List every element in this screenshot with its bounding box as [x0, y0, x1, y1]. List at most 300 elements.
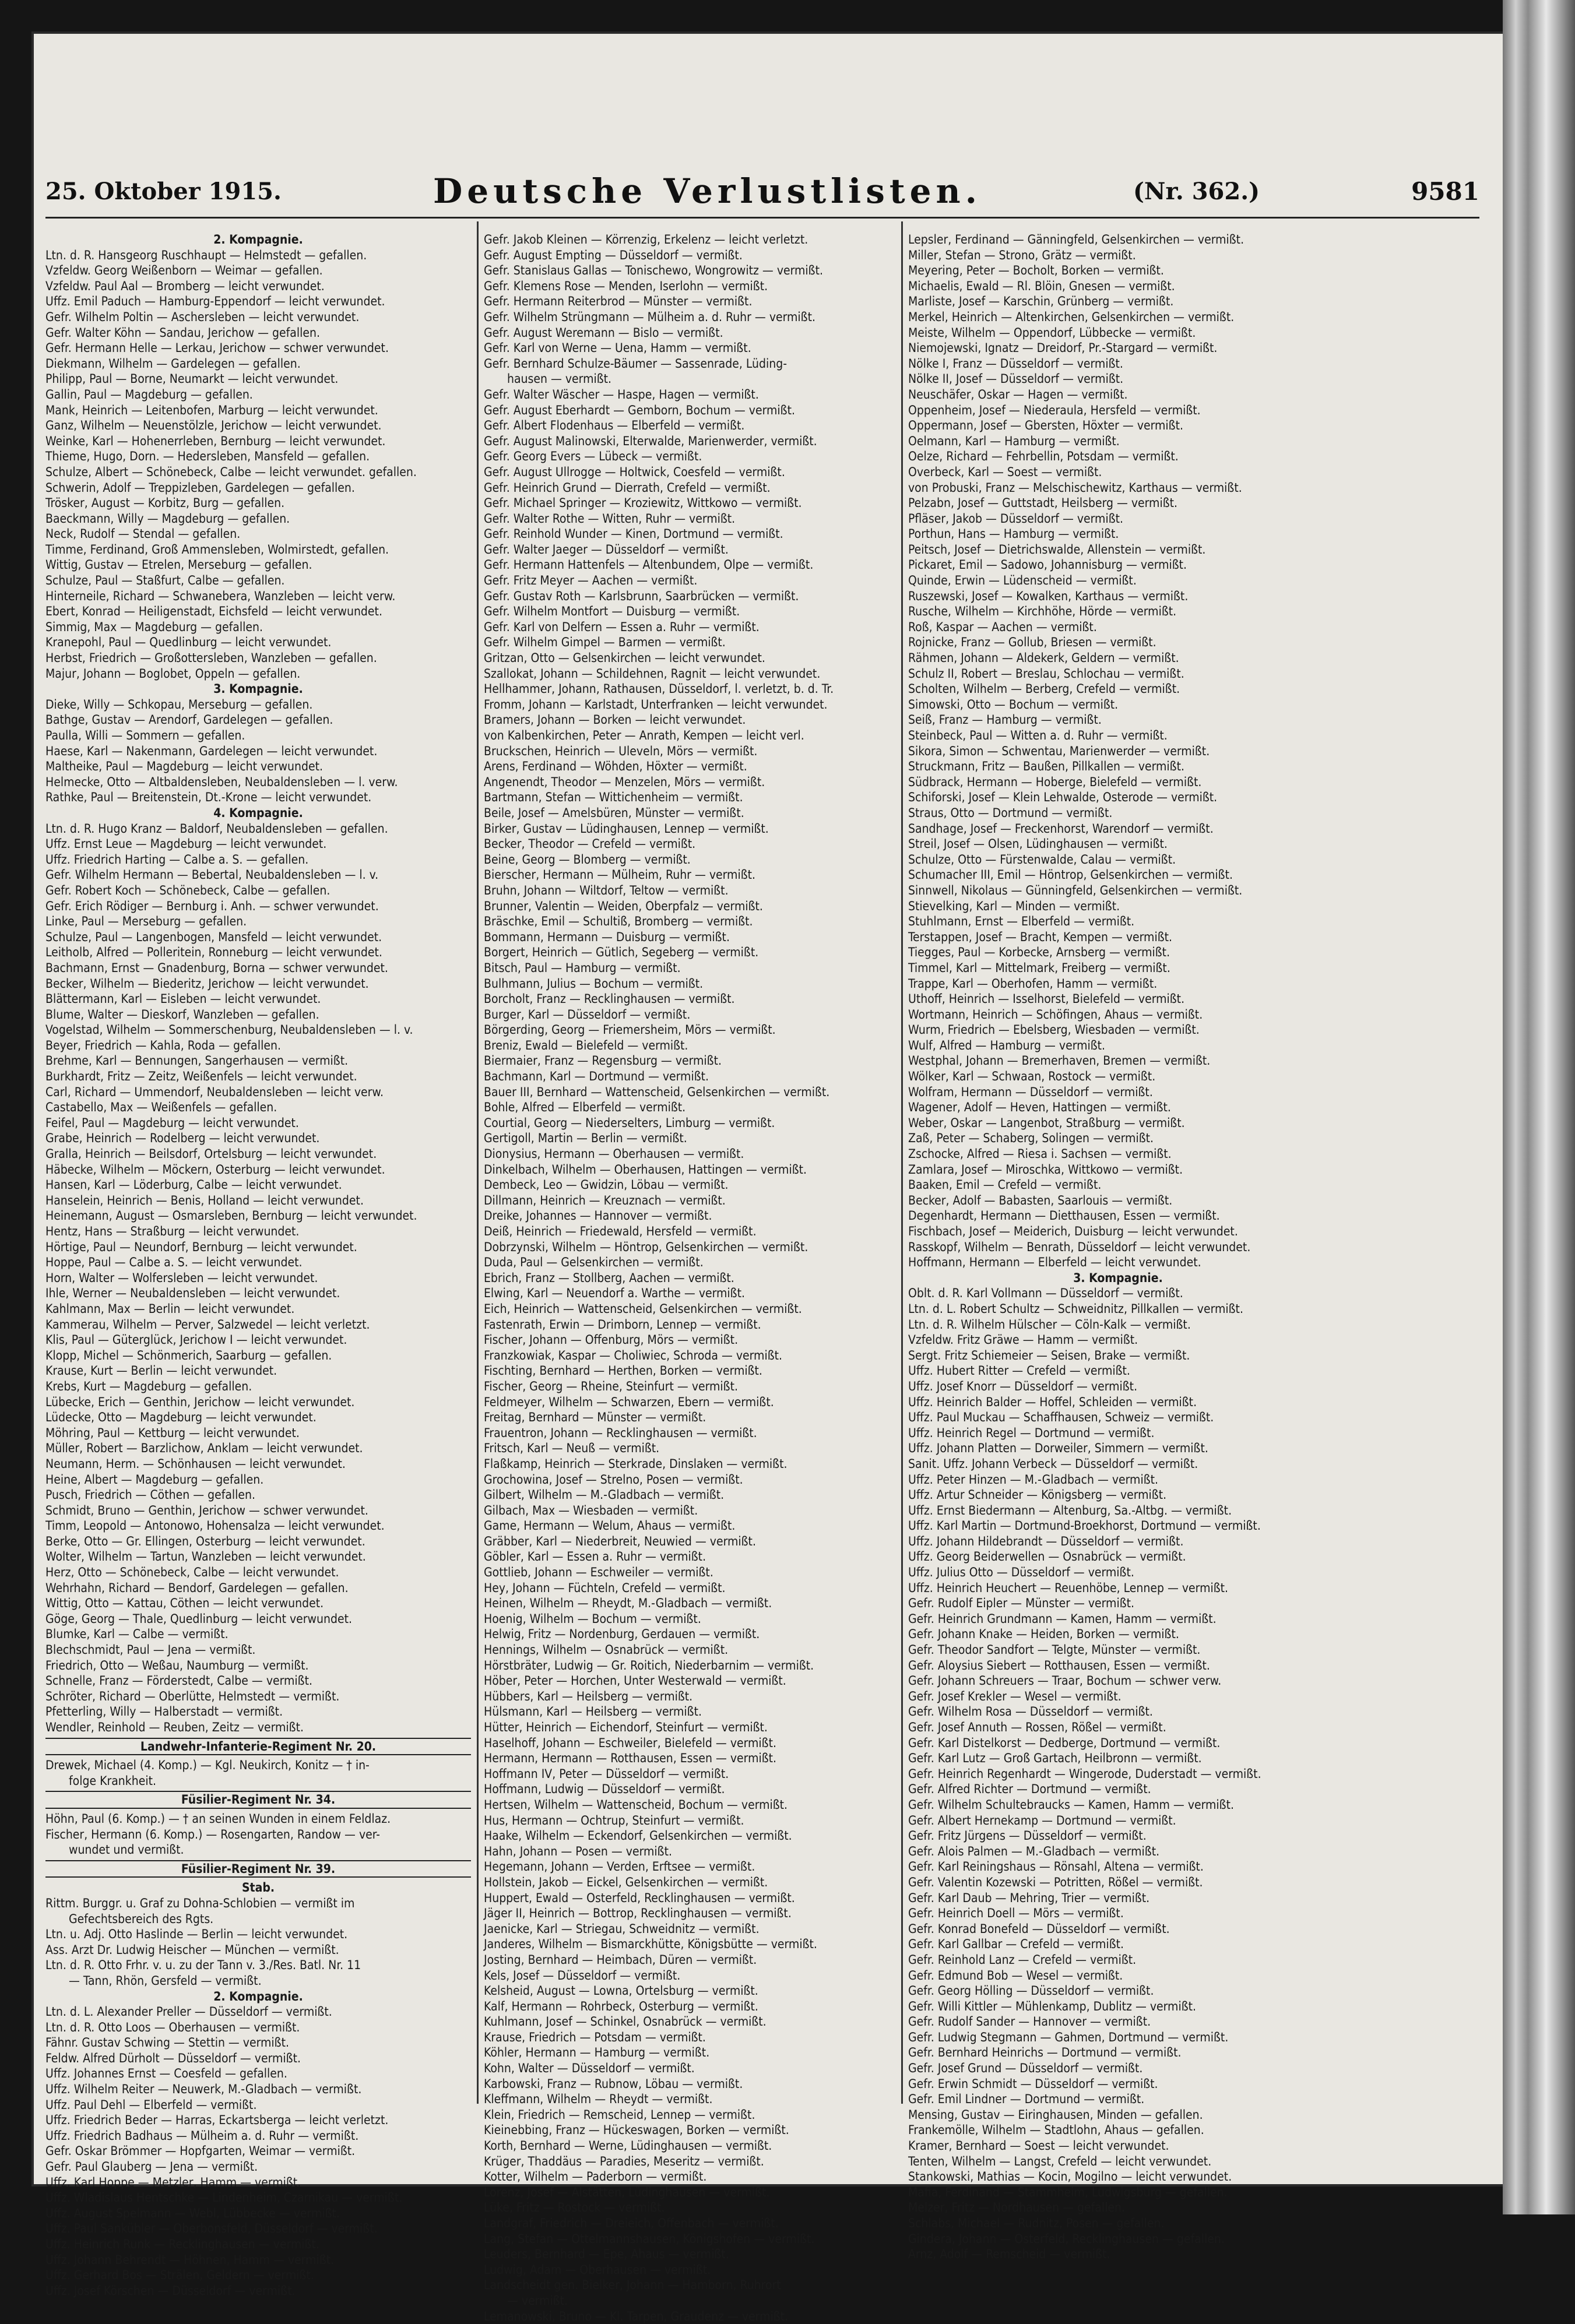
casualty-entry: Uffz. Paul Muckau — Schaffhausen, Schweiz — vermißt. — [908, 1410, 1214, 1425]
casualty-entry: Uffz. Wilhelm Reiter — Neuwerk, M.-Gladbach — vermißt. — [45, 2082, 362, 2097]
casualty-entry: Dionysius, Hermann — Oberhausen — vermißt. — [484, 1147, 744, 1161]
casualty-entry: Hütter, Heinrich — Eichendorf, Steinfurt — vermißt. — [484, 1720, 768, 1734]
casualty-entry: Gefr. Georg Hölling — Düsseldorf — vermißt. — [908, 1984, 1154, 1998]
casualty-entry: Schlabs, Michael — Rudnitz, Posen — gefallen. — [908, 2216, 1165, 2230]
casualty-entry: Heinen, Wilhelm — Rheydt, M.-Gladbach — vermißt. — [484, 1596, 772, 1611]
header-title: Deutsche Verlustlisten. — [433, 171, 982, 211]
casualty-entry: Gefr. Erwin Schmidt — Düsseldorf — vermißt. — [908, 2076, 1158, 2091]
casualty-entry: Feldw. Alfred Dürholt — Düsseldorf — vermißt. — [45, 2051, 301, 2065]
casualty-entry: Timmel, Karl — Mittelmark, Freiberg — vermißt. — [908, 960, 1170, 975]
casualty-entry: Gefr. Johann Knake — Heiden, Borken — vermißt. — [908, 1627, 1179, 1642]
casualty-entry: Müller, Robert — Barzlichow, Anklam — leicht verwundet. — [45, 1441, 363, 1456]
casualty-entry: Breniz, Ewald — Bielefeld — vermißt. — [484, 1038, 688, 1052]
casualty-entry: Weber, Oskar — Langenbot, Straßburg — vermißt. — [908, 1115, 1185, 1130]
casualty-entry: Vogelstad, Wilhelm — Sommerschenburg, Neubaldensleben — l. v. — [45, 1023, 413, 1037]
casualty-entry: Wurm, Friedrich — Ebelsberg, Wiesbaden — vermißt. — [908, 1023, 1200, 1037]
casualty-entry: Uffz. Emil Paduch — Hamburg-Eppendorf — leicht verwundet. — [45, 294, 385, 309]
casualty-entry: Fastenrath, Erwin — Drimborn, Lennep — vermißt. — [484, 1317, 761, 1332]
casualty-entry: Uffz. Ernst Biedermann — Altenburg, Sa.-Altbg. — vermißt. — [908, 1503, 1232, 1517]
casualty-entry: Heine, Albert — Magdeburg — gefallen. — [45, 1472, 264, 1487]
casualty-entry: Hellhammer, Johann, Rathausen, Düsseldorf, l. verletzt, b. d. Tr. — [484, 682, 834, 696]
casualty-entry: Majur, Johann — Boglobet, Oppeln — gefallen. — [45, 666, 301, 681]
casualty-entry: Borcholt, Franz — Recklinghausen — vermißt. — [484, 992, 735, 1006]
casualty-entry: Duda, Paul — Gelsenkirchen — vermißt. — [484, 1255, 704, 1270]
casualty-entry: — Tann, Rhön, Gersfeld — vermißt. — [69, 1973, 262, 1988]
casualty-entry: Gefr. Wilhelm Gimpel — Barmen — vermißt. — [484, 635, 726, 650]
casualty-entry: Gefr. Michael Springer — Kroziewitz, Wittkowo — vermißt. — [484, 496, 802, 510]
casualty-entry: Berke, Otto — Gr. Ellingen, Osterburg — leicht verwundet. — [45, 1534, 365, 1548]
section-heading: 2. Kompagnie. — [213, 1989, 303, 2003]
casualty-entry: Pfetterling, Willy — Halberstadt — vermißt. — [45, 1705, 283, 1719]
casualty-entry: Oelmann, Karl — Hamburg — vermißt. — [908, 434, 1120, 448]
casualty-entry: Gertigoll, Martin — Berlin — vermißt. — [484, 1131, 687, 1146]
casualty-entry: Kalf, Hermann — Rohrbeck, Osterburg — vermißt. — [484, 1999, 758, 2013]
casualty-entry: Krüger, Thaddäus — Paradies, Meseritz — vermißt. — [484, 2154, 764, 2168]
casualty-entry: Beile, Josef — Amelsbüren, Münster — vermißt. — [484, 805, 744, 820]
casualty-entry: Gefr. Karl von Werne — Uena, Hamm — vermißt. — [484, 341, 751, 355]
casualty-entry: Gefr. Emil Lindner — Dortmund — vermißt. — [908, 2092, 1145, 2107]
casualty-entry: Uffz. Josef Knorr — Düsseldorf — vermißt. — [908, 1379, 1138, 1393]
casualty-entry: Kuhlmann, Josef — Schinkel, Osnabrück — vermißt. — [484, 2015, 767, 2029]
casualty-entry: Ltn. d. R. Hugo Kranz — Baldorf, Neubaldensleben — gefallen. — [45, 821, 388, 836]
casualty-entry: Lorenz, Josef — Alstätten, Lüdinghausen — vermißt. — [484, 2185, 770, 2199]
casualty-entry: Burkhardt, Fritz — Zeitz, Weißenfels — leicht verwundet. — [45, 1069, 357, 1084]
casualty-entry: Ebrich, Franz — Stollberg, Aachen — vermißt. — [484, 1270, 734, 1285]
casualty-entry: Schnelle, Franz — Förderstedt, Calbe — vermißt. — [45, 1674, 312, 1688]
casualty-entry: Scholten, Wilhelm — Berberg, Crefeld — vermißt. — [908, 682, 1180, 696]
casualty-entry: Porthun, Hans — Hamburg — vermißt. — [908, 527, 1119, 541]
casualty-entry: Deiß, Heinrich — Friedewald, Hersfeld — vermißt. — [484, 1224, 757, 1238]
casualty-entry: Ltn. d. R. Otto Loos — Oberhausen — vermißt. — [45, 2020, 300, 2034]
casualty-entry: Tenten, Wilhelm — Langst, Crefeld — leicht verwundet. — [908, 2154, 1212, 2168]
casualty-entry: Ltn. u. Adj. Otto Haslinde — Berlin — leicht verwundet. — [45, 1927, 348, 1942]
casualty-entry: Kieinebbing, Franz — Hückeswagen, Borken — vermißt. — [484, 2123, 789, 2138]
casualty-entry: Timm, Leopold — Antonowo, Hohensalza — leicht verwundet. — [45, 1519, 385, 1533]
casualty-entry: Gefr. Reinhold Wunder — Kinen, Dortmund — vermißt. — [484, 527, 783, 541]
casualty-entry: Hoenig, Wilhelm — Bochum — vermißt. — [484, 1611, 701, 1626]
casualty-entry: Vzfeldw. Georg Weißenborn — Weimar — gefallen. — [45, 263, 323, 278]
casualty-entry: Schwerin, Adolf — Treppizleben, Gardelegen — gefallen. — [45, 480, 355, 495]
casualty-entry: Gefr. Hermann Helle — Lerkau, Jerichow — schwer verwundet. — [45, 341, 389, 355]
casualty-entry: Beine, Georg — Blomberg — vermißt. — [484, 852, 691, 867]
casualty-entry: Bachmann, Karl — Dortmund — vermißt. — [484, 1069, 709, 1084]
casualty-entry: Uffz. Johannes Ernst — Coesfeld — gefallen. — [45, 2066, 287, 2081]
casualty-entry: Dinkelbach, Wilhelm — Oberhausen, Hattingen — vermißt. — [484, 1162, 807, 1177]
casualty-entry: Leitholb, Alfred — Polleritein, Ronneburg — leicht verwundet. — [45, 945, 382, 960]
casualty-entry: Gindera, Johann — Osterfeld, Recklinghausen — gefallen. — [908, 2231, 1225, 2246]
casualty-entry: Gefr. Paul Glauberg — Jena — vermißt. — [45, 2160, 258, 2174]
casualty-entry: Straus, Otto — Dortmund — vermißt. — [908, 805, 1113, 820]
casualty-entry: Mank, Heinrich — Leitenbofen, Marburg — leicht verwundet. — [45, 403, 378, 417]
casualty-entry: Carl, Richard — Ummendorf, Neubaldensleben — leicht verw. — [45, 1084, 384, 1099]
casualty-entry: Sandhage, Josef — Freckenhorst, Warendorf — vermißt. — [908, 821, 1214, 836]
casualty-entry: Gefr. Karl Gallbar — Crefeld — vermißt. — [908, 1937, 1124, 1952]
casualty-entry: Becker, Theodor — Crefeld — vermißt. — [484, 837, 696, 851]
casualty-entry: Borgert, Heinrich — Gütlich, Segeberg — vermißt. — [484, 945, 759, 960]
casualty-entry: Gefr. Walter Köhn — Sandau, Jerichow — gefallen. — [45, 325, 320, 340]
casualty-entry: Uffz. August Spelmann — Webl, Lübbecke — vermißt. — [45, 2206, 340, 2220]
casualty-entry: Steinbeck, Paul — Witten a. d. Ruhr — vermißt. — [908, 728, 1168, 742]
casualty-entry: Grochowina, Josef — Strelno, Posen — vermißt. — [484, 1472, 743, 1487]
casualty-entry: Schiforski, Josef — Klein Lehwalde, Osterode — vermißt. — [908, 790, 1218, 805]
header-rule — [45, 217, 1479, 219]
casualty-entry: Klein, Friedrich — Remscheid, Lennep — vermißt. — [484, 2107, 755, 2122]
casualty-entry: Gefr. Josef Grund — Düsseldorf — vermißt. — [908, 2061, 1143, 2076]
casualty-entry: Hansen, Karl — Löderburg, Calbe — leicht verwundet. — [45, 1178, 342, 1192]
casualty-entry: Bierscher, Hermann — Mülheim, Ruhr — vermißt. — [484, 868, 755, 882]
casualty-entry: Kahlmann, Max — Berlin — leicht verwundet. — [45, 1301, 295, 1316]
casualty-entry: Krause, Kurt — Berlin — leicht verwundet. — [45, 1364, 277, 1378]
casualty-entry: Bartmann, Stefan — Wittichenheim — vermißt. — [484, 790, 743, 805]
casualty-entry: Gefr. Fritz Jürgens — Düsseldorf — vermißt. — [908, 1829, 1147, 1843]
casualty-entry: Uthoff, Heinrich — Isselhorst, Bielefeld — vermißt. — [908, 992, 1185, 1006]
newspaper-page — [34, 34, 1503, 2323]
casualty-entry: Friedrich, Otto — Weßau, Naumburg — vermißt. — [45, 1658, 309, 1672]
casualty-entry: Gefr. August Eberhardt — Gemborn, Bochum — vermißt. — [484, 403, 795, 417]
casualty-entry: Lübecke, Erich — Genthin, Jerichow — leicht verwundet. — [45, 1395, 355, 1409]
casualty-entry: Linke, Paul — Merseburg — gefallen. — [45, 914, 247, 929]
casualty-entry: Dreike, Johannes — Hannover — vermißt. — [484, 1209, 712, 1223]
casualty-entry: Hanselein, Heinrich — Benis, Holland — leicht verwundet. — [45, 1193, 364, 1207]
casualty-entry: Zschocke, Alfred — Riesa i. Sachsen — vermißt. — [908, 1147, 1172, 1161]
casualty-entry: Schulze, Albert — Schönebeck, Calbe — leicht verwundet. gefallen. — [45, 464, 417, 479]
casualty-entry: Gefr. Wilhelm Strüngmann — Mülheim a. d. Ruhr — vermißt. — [484, 309, 815, 324]
casualty-entry: Ludwig, Adam — Oberhausen — vermißt. — [484, 2262, 711, 2277]
casualty-entry: Vzfeldw. Paul Aal — Bromberg — leicht verwundet. — [45, 279, 325, 293]
regiment-heading: Landwehr-Infanterie-Regiment Nr. 20. — [45, 1738, 471, 1756]
casualty-entry: Sikora, Simon — Schwentau, Marienwerder — vermißt. — [908, 744, 1210, 758]
casualty-entry: Hennings, Wilhelm — Osnabrück — vermißt. — [484, 1643, 729, 1657]
casualty-entry: Uffz. Hubert Ritter — Crefeld — vermißt. — [908, 1364, 1130, 1378]
casualty-entry: Karbowski, Franz — Rubnow, Löbau — vermißt. — [484, 2076, 743, 2091]
casualty-entry: Blättermann, Karl — Eisleben — leicht verwundet. — [45, 992, 321, 1006]
casualty-entry: Gefr. Oskar Brömmer — Hopfgarten, Weimar — vermißt. — [45, 2144, 356, 2158]
casualty-entry: Hahn, Johann — Posen — vermißt. — [484, 1844, 672, 1858]
casualty-entry: Gefr. Josef Annuth — Rossen, Rößel — vermißt. — [908, 1720, 1166, 1734]
casualty-entry: Lemanowski, Bruno — Kl. Tarpen, Graudenz — vermißt. — [484, 2309, 789, 2323]
casualty-entry: Klopp, Michel — Schönmerich, Saarburg — gefallen. — [45, 1348, 332, 1362]
casualty-entry: Ihle, Werner — Neubaldensleben — leicht verwundet. — [45, 1286, 340, 1301]
header-date: 25. Oktober 1915. — [45, 177, 282, 205]
casualty-entry: Flaßkamp, Heinrich — Sterkrade, Dinslaken — vermißt. — [484, 1456, 788, 1471]
casualty-entry: Hentz, Hans — Straßburg — leicht verwundet. — [45, 1224, 300, 1238]
casualty-entry: Fischting, Bernhard — Herthen, Borken — vermißt. — [484, 1364, 762, 1378]
casualty-entry: Uffz. Josef Körschen — Düsseldorf — vermißt. — [45, 2283, 296, 2298]
casualty-entry: Gefr. Wilhelm Hermann — Bebertal, Neubaldensleben — l. v. — [45, 868, 379, 882]
casualty-entry: Südbrack, Hermann — Hoberge, Bielefeld — vermißt. — [908, 774, 1202, 789]
casualty-entry: Gefr. Hermann Reiterbrod — Münster — vermißt. — [484, 294, 753, 309]
casualty-entry: Lepsler, Ferdinand — Gänningfeld, Gelsenkirchen — vermißt. — [908, 233, 1244, 247]
casualty-entry: Gefr. Heinrich Grundmann — Kamen, Hamm — vermißt. — [908, 1611, 1217, 1626]
casualty-entry: Game, Hermann — Welum, Ahaus — vermißt. — [484, 1519, 736, 1533]
casualty-entry: Trappe, Karl — Oberhofen, Hamm — vermißt. — [908, 976, 1158, 991]
casualty-entry: Fischer, Johann — Offenburg, Mörs — vermißt. — [484, 1333, 739, 1347]
casualty-entry: folge Krankheit. — [69, 1773, 156, 1788]
casualty-entry: Sanit. Uffz. Johann Verbeck — Düsseldorf — vermißt. — [908, 1456, 1198, 1471]
casualty-entry: Dieke, Willy — Schkopau, Merseburg — gefallen. — [45, 697, 313, 712]
casualty-entry: Frankemölle, Wilhelm — Stadtlohn, Ahaus — gefallen. — [908, 2123, 1204, 2138]
casualty-entry: Birker, Gustav — Lüdinghausen, Lennep — vermißt. — [484, 821, 769, 836]
casualty-entry: Neck, Rudolf — Stendal — gefallen. — [45, 527, 241, 541]
casualty-entry: Fromm, Johann — Karlstadt, Unterfranken — leicht verwundet. — [484, 697, 828, 712]
casualty-entry: Landgraf, Friedrich — Dreieich, Offenbach — vermißt. — [484, 2216, 779, 2230]
casualty-entry: Niemojewski, Ignatz — Dreidorf, Pr.-Stargard — vermißt. — [908, 341, 1218, 355]
casualty-entry: Hörtige, Paul — Neundorf, Bernburg — leicht verwundet. — [45, 1240, 357, 1254]
casualty-entry: Schulze, Otto — Fürstenwalde, Calau — vermißt. — [908, 852, 1176, 867]
casualty-entry: Uffz. Julius Otto — Düsseldorf — vermißt. — [908, 1565, 1134, 1580]
casualty-entry: Gefr. Wilhelm Rosa — Düsseldorf — vermißt. — [908, 1705, 1153, 1719]
casualty-entry: Stankowski, Mathias — Kocin, Mogilno — leicht verwundet. — [908, 2170, 1232, 2184]
casualty-entry: Gilbert, Wilhelm — M.-Gladbach — vermißt. — [484, 1488, 725, 1502]
casualty-entry: Helmecke, Otto — Altbaldensleben, Neubaldensleben — l. verw. — [45, 774, 398, 789]
casualty-entry: Hülsmann, Karl — Heilsberg — vermißt. — [484, 1705, 702, 1719]
casualty-entry: Gefr. Reinhold Lanz — Crefeld — vermißt. — [908, 1952, 1137, 1967]
casualty-entry: Grabe, Heinrich — Rodelberg — leicht verwundet. — [45, 1131, 320, 1146]
casualty-entry: Gefr. August Empting — Düsseldorf — vermißt. — [484, 248, 743, 262]
casualty-entry: Gefr. Albert Hernekamp — Dortmund — vermißt. — [908, 1813, 1176, 1827]
casualty-entry: Pelzabn, Josef — Guttstadt, Heilsberg — vermißt. — [908, 496, 1178, 510]
casualty-entry: Meyering, Peter — Bocholt, Borken — vermißt. — [908, 263, 1164, 278]
casualty-entry: Bachmann, Ernst — Gnadenburg, Borna — schwer verwundet. — [45, 960, 388, 975]
casualty-entry: Gefr. Jakob Kleinen — Körrenzig, Erkelenz — leicht verletzt. — [484, 233, 808, 247]
casualty-entry: Uffz. Gerhard Bos — Strälen, Geldern — vermißt. — [45, 2268, 314, 2283]
casualty-entry: Hoppe, Paul — Calbe a. S. — leicht verwundet. — [45, 1255, 303, 1270]
casualty-entry: Bramers, Johann — Borken — leicht verwundet. — [484, 713, 746, 727]
casualty-entry: Elwing, Karl — Neuendorf a. Warthe — vermißt. — [484, 1286, 745, 1301]
casualty-entry: Pusch, Friedrich — Cöthen — gefallen. — [45, 1488, 256, 1502]
casualty-entry: Miller, Stefan — Strono, Grätz — vermißt. — [908, 248, 1136, 262]
casualty-entry: Hübbers, Karl — Heilsberg — vermißt. — [484, 1689, 693, 1703]
casualty-entry: Uffz. Johann Platten — Dorweiler, Simmern — vermißt. — [908, 1441, 1208, 1456]
casualty-entry: Gilbach, Max — Wiesbaden — vermißt. — [484, 1503, 698, 1517]
casualty-entry: Overbeck, Karl — Soest — vermißt. — [908, 464, 1102, 479]
casualty-entry: Streil, Josef — Olsen, Lüdinghausen — vermißt. — [908, 837, 1168, 851]
casualty-entry: Rasskopf, Wilhelm — Benrath, Düsseldorf — leicht verwundet. — [908, 1240, 1251, 1254]
casualty-entry: Gefr. Klemens Rose — Menden, Iserlohn — vermißt. — [484, 279, 768, 293]
casualty-entry: Rojnicke, Franz — Gollub, Briesen — vermißt. — [908, 635, 1156, 650]
casualty-entry: Wagener, Adolf — Heven, Hattingen — vermißt. — [908, 1100, 1171, 1115]
casualty-entry: Kelsheid, August — Lowna, Ortelsburg — vermißt. — [484, 1984, 758, 1998]
casualty-entry: Gefr. Aloysius Siebert — Rotthausen, Essen — vermißt. — [908, 1658, 1210, 1672]
casualty-entry: Uffz. Friedrich Harting — Calbe a. S. — gefallen. — [45, 852, 309, 867]
casualty-entry: Jäger II, Heinrich — Bottrop, Recklinghausen — vermißt. — [484, 1906, 792, 1921]
casualty-entry: Uffz. Ernst Leue — Magdeburg — leicht verwundet. — [45, 837, 327, 851]
casualty-entry: Rusche, Wilhelm — Kirchhöhe, Hörde — vermißt. — [908, 604, 1177, 619]
casualty-entry: Thieme, Hugo, Dorn. — Hedersleben, Mansfeld — gefallen. — [45, 449, 370, 464]
casualty-entry: Drewek, Michael (4. Komp.) — Kgl. Neukirch, Konitz — † in- — [45, 1758, 370, 1773]
casualty-entry: Landscheidt gen. Bielker, Johann — Hamborn, Ruhrort — [484, 2278, 781, 2293]
casualty-entry: Gottlieb, Johann — Eschweiler — vermißt. — [484, 1565, 713, 1580]
casualty-entry: Ltn. d. L. Robert Schultz — Schweidnitz, Pillkallen — vermißt. — [908, 1301, 1243, 1316]
casualty-entry: von Probuski, Franz — Melschischewitz, Karthaus — vermißt. — [908, 480, 1242, 495]
casualty-entry: Göge, Georg — Thale, Quedlinburg — leicht verwundet. — [45, 1611, 352, 1626]
casualty-entry: Diekmann, Wilhelm — Gardelegen — gefallen. — [45, 356, 301, 371]
casualty-entry: Hinterneile, Richard — Schwanebera, Wanzleben — leicht verw. — [45, 589, 396, 603]
casualty-entry: Zaß, Peter — Schaberg, Solingen — vermißt. — [908, 1131, 1154, 1146]
casualty-entry: Blumke, Karl — Calbe — vermißt. — [45, 1627, 228, 1642]
page-header — [45, 168, 1479, 214]
casualty-entry: Uffz. Friedrich Beder — Harras, Eckartsberga — leicht verletzt. — [45, 2113, 389, 2128]
casualty-entry: Weinke, Karl — Hohenerrleben, Bernburg — leicht verwundet. — [45, 434, 386, 448]
casualty-entry: Gefr. Karl von Delfern — Essen a. Ruhr — vermißt. — [484, 619, 760, 634]
casualty-entry: Simowski, Otto — Bochum — vermißt. — [908, 697, 1119, 712]
casualty-entry: Gefr. Gustav Roth — Karlsbrunn, Saarbrücken — vermißt. — [484, 589, 799, 603]
casualty-entry: Uffz. Heinrich Regel — Dortmund — vermißt. — [908, 1425, 1155, 1440]
casualty-entry: Gefr. Wilhelm Poltin — Aschersleben — leicht verwundet. — [45, 309, 360, 324]
regiment-heading: Füsilier-Regiment Nr. 39. — [45, 1860, 471, 1878]
casualty-entry: Gefr. Albert Flodenhaus — Elberfeld — vermißt. — [484, 418, 745, 433]
casualty-entry: Blume, Walter — Dieskorf, Wanzleben — gefallen. — [45, 1007, 319, 1022]
casualty-entry: Wendler, Reinhold — Reuben, Zeitz — vermißt. — [45, 1720, 304, 1734]
section-heading: 3. Kompagnie. — [213, 682, 303, 696]
casualty-entry: Bathge, Gustav — Arendorf, Gardelegen — gefallen. — [45, 713, 333, 727]
casualty-entry: Struckmann, Fritz — Baußen, Pillkallen — vermißt. — [908, 759, 1184, 774]
casualty-entry: Meiste, Wilhelm — Oppendorf, Lübbecke — vermißt. — [908, 325, 1196, 340]
casualty-entry: Hoffmann IV, Peter — Düsseldorf — vermißt. — [484, 1766, 729, 1781]
casualty-entry: Lüke, Fritz — Rostock — vermißt. — [484, 2200, 665, 2215]
section-heading: 2. Kompagnie. — [213, 233, 303, 247]
casualty-entry: Fischbach, Josef — Meiderich, Duisburg — leicht verwundet. — [908, 1224, 1238, 1238]
casualty-entry: Brehme, Karl — Bennungen, Sangerhausen — vermißt. — [45, 1054, 349, 1068]
casualty-entry: Haake, Wilhelm — Eckendorf, Gelsenkirchen — vermißt. — [484, 1829, 792, 1843]
casualty-entry: Gallin, Paul — Magdeburg — gefallen. — [45, 387, 253, 402]
casualty-entry: Mensing, Gustav — Eiringhausen, Minden — gefallen. — [908, 2107, 1203, 2122]
casualty-entry: Roß, Kaspar — Aachen — vermißt. — [908, 619, 1097, 634]
column-divider — [901, 221, 903, 2104]
casualty-entry: Szallokat, Johann — Schildehnen, Ragnit — leicht verwundet. — [484, 666, 821, 681]
casualty-entry: Gefr. Karl Distelkorst — Dedberge, Dortmund — vermißt. — [908, 1735, 1221, 1750]
casualty-entry: Fähnr. Gustav Schwing — Stettin — vermißt. — [45, 2036, 289, 2050]
casualty-entry: Haselhoff, Johann — Eschweiler, Bielefeld — vermißt. — [484, 1735, 776, 1750]
casualty-entry: wundet und vermißt. — [69, 1843, 184, 1857]
casualty-entry: Ltn. d. L. Alexander Preller — Düsseldorf — vermißt. — [45, 2005, 332, 2019]
casualty-entry: Freitag, Bernhard — Münster — vermißt. — [484, 1410, 706, 1425]
casualty-entry: — vermißt. — [507, 2293, 568, 2308]
casualty-entry: Nölke II, Josef — Düsseldorf — vermißt. — [908, 372, 1124, 386]
casualty-entry: Schumacher III, Emil — Höntrop, Gelsenkirchen — vermißt. — [908, 868, 1233, 882]
casualty-entry: Burger, Karl — Düsseldorf — vermißt. — [484, 1007, 691, 1022]
casualty-entry: Gefr. Walter Jaeger — Düsseldorf — vermißt. — [484, 542, 729, 557]
casualty-entry: Pickaret, Emil — Sadowo, Johannisburg — vermißt. — [908, 558, 1187, 572]
casualty-entry: Rähmen, Johann — Aldekerk, Geldern — vermißt. — [908, 651, 1179, 665]
casualty-entry: Gefr. Johann Schreuers — Traar, Bochum — schwer verw. — [908, 1674, 1222, 1688]
casualty-entry: Gefr. Karl Lutz — Groß Gartach, Heilbronn — vermißt. — [908, 1751, 1202, 1766]
casualty-entry: Uffz. Friedrich Badhaus — Mülheim a. d. Ruhr — vermißt. — [45, 2128, 359, 2143]
casualty-entry: Höber, Peter — Horchen, Unter Westerwald — vermißt. — [484, 1674, 786, 1688]
casualty-entry: Hey, Johann — Füchteln, Crefeld — vermißt. — [484, 1580, 726, 1595]
casualty-entry: Göbler, Karl — Essen a. Ruhr — vermißt. — [484, 1550, 706, 1564]
casualty-entry: Schulze, Paul — Langenbogen, Mansfeld — leicht verwundet. — [45, 929, 382, 944]
casualty-entry: Wolfram, Hermann — Düsseldorf — vermißt. — [908, 1084, 1153, 1099]
casualty-entry: Gefr. Karl Reiningshaus — Rönsahl, Altena — vermißt. — [908, 1860, 1204, 1874]
casualty-entry: Wolter, Wilhelm — Tartun, Wanzleben — leicht verwundet. — [45, 1550, 366, 1564]
casualty-entry: Sinnwell, Nikolaus — Günningfeld, Gelsenkirchen — vermißt. — [908, 883, 1243, 897]
casualty-entry: Gefr. Valentin Kozewski — Potritten, Rößel — vermißt. — [908, 1875, 1203, 1889]
regiment-heading: Füsilier-Regiment Nr. 34. — [45, 1791, 471, 1809]
casualty-entry: Gefechtsbereich des Rgts. — [69, 1911, 214, 1926]
casualty-entry: Oppenheim, Josef — Niederaula, Hersfeld — vermißt. — [908, 403, 1201, 417]
casualty-entry: Uffz. Heinrich Runk — Recklinghausen — vermißt. — [45, 2237, 319, 2251]
casualty-entry: Peitsch, Josef — Dietrichswalde, Allenstein — vermißt. — [908, 542, 1206, 557]
casualty-entry: Gralla, Heinrich — Beilsdorf, Ortelsburg — leicht verwundet. — [45, 1147, 377, 1161]
casualty-entry: Gefr. Alfred Richter — Dortmund — vermißt. — [908, 1782, 1151, 1797]
casualty-entry: Gefr. Karl Daub — Mehring, Trier — vermißt. — [908, 1890, 1150, 1905]
casualty-entry: Gefr. Willi Kittler — Mühlenkamp, Dublitz — vermißt. — [908, 1999, 1197, 2013]
casualty-entry: Fritsch, Karl — Neuß — vermißt. — [484, 1441, 660, 1456]
casualty-entry: Herz, Otto — Schönebeck, Calbe — leicht verwundet. — [45, 1565, 339, 1580]
casualty-entry: Hollstein, Jakob — Eickel, Gelsenkirchen — vermißt. — [484, 1875, 768, 1889]
casualty-entry: Möhring, Paul — Kettburg — leicht verwundet. — [45, 1425, 300, 1440]
casualty-entry: Oblt. d. R. Karl Vollmann — Düsseldorf — vermißt. — [908, 1286, 1183, 1301]
casualty-entry: hausen — vermißt. — [507, 372, 612, 386]
casualty-entry: Uffz. Georg Beiderwellen — Osnabrück — vermißt. — [908, 1550, 1186, 1564]
casualty-entry: Stievelking, Karl — Minden — vermißt. — [908, 899, 1120, 913]
casualty-entry: Gefr. Wilhelm Schultebraucks — Kamen, Hamm — vermißt. — [908, 1797, 1234, 1812]
casualty-entry: Eich, Heinrich — Wattenscheid, Gelsenkirchen — vermißt. — [484, 1301, 802, 1316]
casualty-entry: von Kalbenkirchen, Peter — Anrath, Kempen — leicht verl. — [484, 728, 804, 742]
casualty-entry: Horn, Walter — Wolfersleben — leicht verwundet. — [45, 1270, 318, 1285]
column-divider — [477, 221, 479, 2104]
casualty-entry: Baeckmann, Willy — Magdeburg — gefallen. — [45, 511, 290, 526]
casualty-entry: Köhler, Hermann — Hamburg — vermißt. — [484, 2045, 710, 2060]
casualty-entry: Gritzan, Otto — Gelsenkirchen — leicht verwundet. — [484, 651, 765, 665]
casualty-entry: Gefr. August Weremann — Bislo — vermißt. — [484, 325, 723, 340]
casualty-entry: Kotter, Wilhelm — Paderborn — vermißt. — [484, 2170, 707, 2184]
casualty-entry: Kranepohl, Paul — Quedlinburg — leicht verwundet. — [45, 635, 332, 650]
casualty-entry: Rathke, Paul — Breitenstein, Dt.-Krone — leicht verwundet. — [45, 790, 372, 805]
book-edge — [1503, 0, 1575, 2214]
text-column-3 — [908, 232, 1328, 2262]
casualty-entry: Westphal, Johann — Bremerhaven, Bremen — vermißt. — [908, 1054, 1211, 1068]
casualty-entry: Leuders, Bernhard — Epe, Ahaus — vermißt. — [484, 2247, 729, 2262]
casualty-entry: Klis, Paul — Güterglück, Jerichow I — leicht verwundet. — [45, 1333, 347, 1347]
casualty-entry: Gefr. Heinrich Regenhardt — Wingerode, Duderstadt — vermißt. — [908, 1766, 1261, 1781]
casualty-entry: Rittm. Burggr. u. Graf zu Dohna-Schlobien — vermißt im — [45, 1896, 355, 1910]
casualty-entry: Ebert, Konrad — Heiligenstadt, Eichsfeld — leicht verwundet. — [45, 604, 382, 619]
casualty-entry: Pfläser, Jakob — Düsseldorf — vermißt. — [908, 511, 1123, 526]
casualty-entry: Gefr. Stanislaus Gallas — Tonischewo, Wongrowitz — vermißt. — [484, 263, 823, 278]
casualty-entry: Uffz. Karl Martin — Dortmund-Broekhorst, Dortmund — vermißt. — [908, 1519, 1261, 1533]
casualty-entry: Herbst, Friedrich — Großottersleben, Wanzleben — gefallen. — [45, 651, 377, 665]
header-page-number: 9581 — [1411, 177, 1479, 206]
casualty-entry: Krause, Friedrich — Potsdam — vermißt. — [484, 2030, 706, 2044]
casualty-entry: Gefr. Theodor Sandfort — Telgte, Münster — vermißt. — [908, 1643, 1201, 1657]
casualty-entry: Bommann, Hermann — Duisburg — vermißt. — [484, 929, 730, 944]
casualty-entry: Melzer, Fritz — Nordhausen — gefallen. — [908, 2200, 1125, 2215]
casualty-entry: Blechschmidt, Paul — Jena — vermißt. — [45, 1643, 256, 1657]
casualty-entry: Heinemann, August — Osmarsleben, Bernburg — leicht verwundet. — [45, 1209, 417, 1223]
casualty-entry: Becker, Wilhelm — Biederitz, Jerichow — leicht verwundet. — [45, 976, 369, 991]
casualty-entry: Gefr. Rudolf Sander — Hannover — vermißt. — [908, 2015, 1151, 2029]
casualty-entry: Nölke I, Franz — Düsseldorf — vermißt. — [908, 356, 1123, 371]
casualty-entry: Schröter, Richard — Oberlütte, Helmstedt — vermißt. — [45, 1689, 340, 1703]
casualty-entry: Dobrzynski, Wilhelm — Höntrop, Gelsenkirchen — vermißt. — [484, 1240, 808, 1254]
casualty-entry: Arens, Ferdinand — Wöhden, Höxter — vermißt. — [484, 759, 747, 774]
casualty-entry: Janderes, Wilhelm — Bismarckhütte, Königsbütte — vermißt. — [484, 1937, 817, 1952]
casualty-entry: Hoffmann, Hermann — Elberfeld — leicht verwundet. — [908, 1255, 1201, 1270]
casualty-entry: Huppert, Ewald — Osterfeld, Recklinghausen — vermißt. — [484, 1890, 795, 1905]
casualty-entry: Wehrhahn, Richard — Bendorf, Gardelegen — gefallen. — [45, 1580, 349, 1595]
casualty-entry: Häbecke, Wilhelm — Möckern, Osterburg — leicht verwundet. — [45, 1162, 385, 1177]
casualty-entry: Zamlara, Josef — Miroschka, Wittkowo — vermißt. — [908, 1162, 1183, 1177]
casualty-entry: Oppermann, Josef — Gbersten, Höxter — vermißt. — [908, 418, 1183, 433]
casualty-entry: Korth, Bernhard — Werne, Lüdinghausen — vermißt. — [484, 2139, 772, 2153]
casualty-entry: Maltheike, Paul — Magdeburg — leicht verwundet. — [45, 759, 324, 774]
casualty-entry: Jaenicke, Karl — Striegau, Schweidnitz — vermißt. — [484, 1921, 760, 1936]
casualty-entry: Dillmann, Heinrich — Kreuznach — vermißt. — [484, 1193, 726, 1207]
casualty-entry: Lang, Stefan — Ottelmannshausen, Königshofen — vermißt. — [484, 2231, 815, 2246]
casualty-entry: Uffz. Wladislaus Hentschke — Lindenheim, Czarnikau — vermißt. — [45, 2191, 403, 2205]
